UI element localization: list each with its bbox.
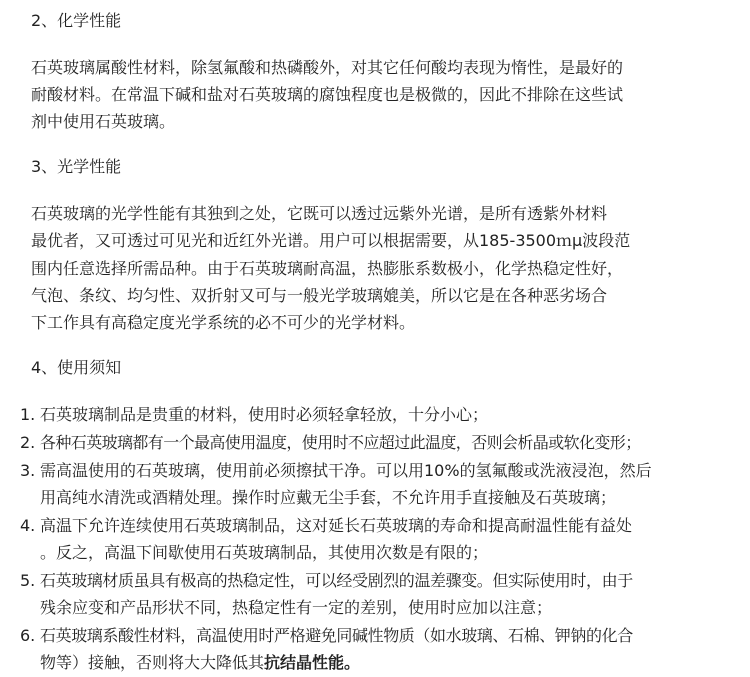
list-item-number: 4.	[20, 516, 36, 535]
list-item-number: 5.	[20, 571, 36, 590]
list-item-number: 6.	[20, 626, 36, 645]
list-item-number: 2.	[20, 433, 36, 452]
list-item-line: 各种石英玻璃都有一个最高使用温度，使用时不应超过此温度，否则会析晶或软化变形；	[40, 433, 641, 452]
list-item-line: 高温下允许连续使用石英玻璃制品，这对延长石英玻璃的寿命和提高耐温性能有益处	[40, 516, 633, 535]
list-item-line: 石英玻璃系酸性材料，高温使用时严格避免同碱性物质（如水玻璃、石棉、钾钠的化合	[40, 626, 633, 645]
list-item-line: 残余应变和产品形状不同，热稳定性有一定的差别，使用时应加以注意；	[40, 598, 553, 617]
list-item-line: 石英玻璃制品是贵重的材料，使用时必须轻拿轻放，十分小心；	[40, 405, 489, 424]
list-item-number: 1.	[20, 405, 36, 424]
paragraph-line: 气泡、条纹、均匀性、双折射又可与一般光学玻璃媲美，所以它是在各种恶劣场合	[31, 286, 608, 305]
section-heading-optical: 3、光学性能	[31, 157, 122, 176]
paragraph-line: 石英玻璃的光学性能有其独到之处，它既可以透过远紫外光谱，是所有透紫外材料	[31, 204, 608, 223]
list-item-number: 3.	[20, 461, 36, 480]
emphasized-text: 抗结晶性能。	[264, 653, 361, 672]
paragraph-line: 下工作具有高稳定度光学系统的必不可少的光学材料。	[31, 313, 416, 332]
paragraph-line: 剂中使用石英玻璃。	[31, 112, 176, 131]
paragraph-line: 最优者，又可透过可见光和近红外光谱。用户可以根据需要，从185-3500ｍμ波段范	[31, 231, 631, 250]
list-item-line-with-bold	[40, 652, 360, 674]
section-heading-usage: 4、使用须知	[31, 358, 122, 377]
list-item-text: 物等）接触，否则将大大降低其	[40, 653, 265, 672]
list-item-line: 。反之，高温下间歇使用石英玻璃制品，其使用次数是有限的；	[40, 543, 489, 562]
list-item-line: 用高纯水清洗或酒精处理。操作时应戴无尘手套，不允许用手直接触及石英玻璃；	[40, 488, 617, 507]
list-item-line: 石英玻璃材质虽具有极高的热稳定性，可以经受剧烈的温差骤变。但实际使用时，由于	[40, 571, 633, 590]
paragraph-line: 石英玻璃属酸性材料，除氢氟酸和热磷酸外，对其它任何酸均表现为惰性，是最好的	[31, 58, 624, 77]
paragraph-line: 耐酸材料。在常温下碱和盐对石英玻璃的腐蚀程度也是极微的，因此不排除在这些试	[31, 85, 624, 104]
section-heading-chemical: 2、化学性能	[31, 11, 122, 30]
paragraph-line: 围内任意选择所需品种。由于石英玻璃耐高温，热膨胀系数极小，化学热稳定性好，	[31, 259, 624, 278]
list-item-line: 需高温使用的石英玻璃，使用前必须擦拭干净。可以用10%的氢氟酸或洗液浸泡，然后	[40, 461, 652, 480]
